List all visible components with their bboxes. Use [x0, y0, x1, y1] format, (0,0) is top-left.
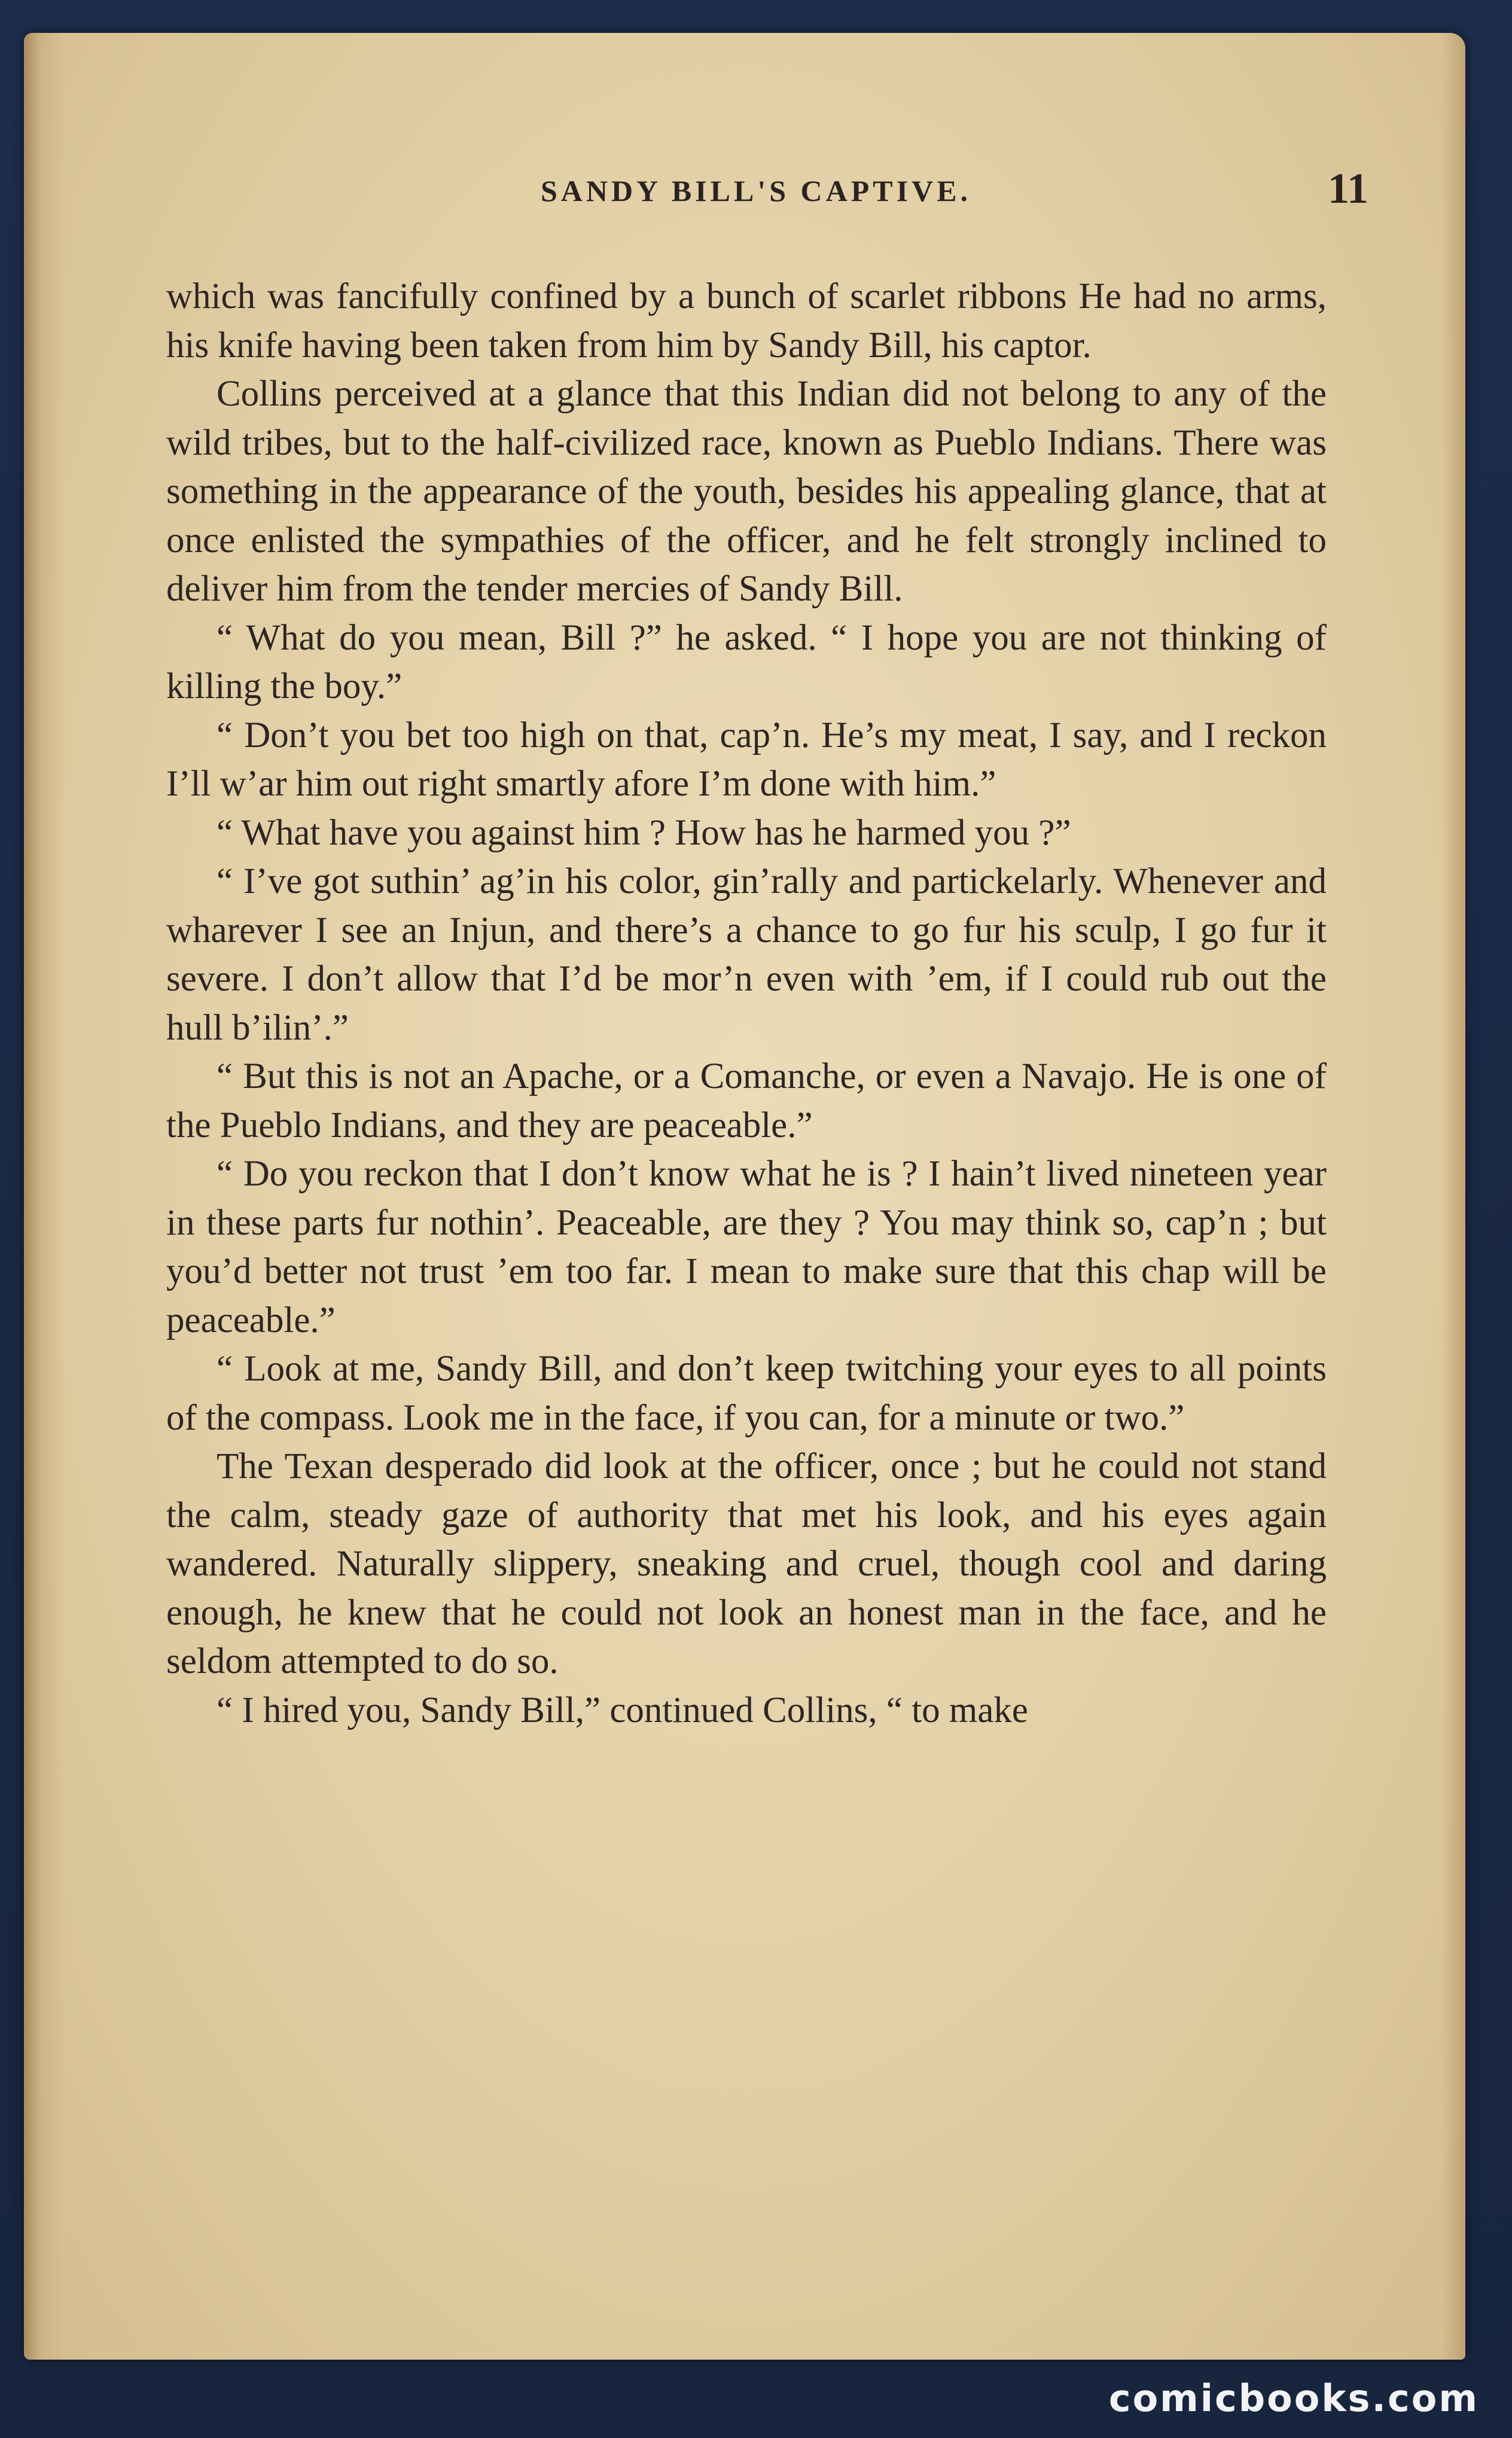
- paragraph-9: “ Look at me, Sandy Bill, and don’t keep twitching your eyes to all points of the compass. Look me in the face, if you can, for a minute or two.”: [166, 1349, 1327, 1438]
- page-outer-edge: [1441, 33, 1465, 2360]
- paragraph-11: “ I hired you, Sandy Bill,” continued Collins, “ to make: [217, 1690, 1029, 1730]
- page-number: 11: [1327, 164, 1368, 212]
- site-watermark: comicbooks.com: [1108, 2376, 1479, 2420]
- paragraph-10: The Texan desperado did look at the officer, once ; but he could not stand the calm, steady gaze of authority that met his look, and his eyes again wandered. Naturally slippery, sneaking and cruel, though cool and daring enough, he knew that he could not look an honest man in the face, and he seldom attempted to do so.: [166, 1446, 1327, 1681]
- paragraph-3: “ What do you mean, Bill ?” he asked. “ I hope you are not thinking of killing the boy.”: [166, 617, 1327, 706]
- paragraph-2: Collins perceived at a glance that this Indian did not belong to any of the wild tribes, but to the half-civilized race, known as Pueblo Indians. There was something in the appearance of the youth, besides his appealing glance, that at once enlisted the sympathies of the officer, and he felt strongly inclined to deliver him from the tender mercies of Sandy Bill.: [166, 374, 1327, 609]
- paragraph-6: “ I’ve got suthin’ ag’in his color, gin’rally and partickelarly. Whenever and wharever I see an Injun, and there’s a chance to go fur his sculp, I go fur it severe. I don’t allow that I’d be mor’n even with ’em, if I could rub out the hull b’ilin’.”: [166, 861, 1327, 1048]
- page-header: [144, 156, 1368, 221]
- running-head: SANDY BILL'S CAPTIVE.: [540, 174, 972, 208]
- page-binding-edge: [24, 33, 66, 2360]
- paragraph-8: “ Do you reckon that I don’t know what he is ? I hain’t lived nineteen year in these parts fur nothin’. Peaceable, are they ? You may think so, cap’n ; but you’d better not trust ’em too far. I mean to make sure that this chap will be peaceable.”: [166, 1154, 1327, 1340]
- paragraph-7: “ But this is not an Apache, or a Comanche, or even a Navajo. He is one of the Pueblo Indians, and they are peaceable.”: [166, 1056, 1327, 1145]
- paragraph-4: “ Don’t you bet too high on that, cap’n. He’s my meat, I say, and I reckon I’ll w’ar him out right smartly afore I’m done with him.”: [166, 715, 1327, 804]
- paragraph-5: “ What have you against him ? How has he harmed you ?”: [217, 812, 1071, 853]
- paragraph-1: which was fancifully confined by a bunch of scarlet ribbons He had no arms, his knife having been taken from him by Sandy Bill, his captor.: [166, 276, 1327, 365]
- body-text: [166, 272, 1327, 1735]
